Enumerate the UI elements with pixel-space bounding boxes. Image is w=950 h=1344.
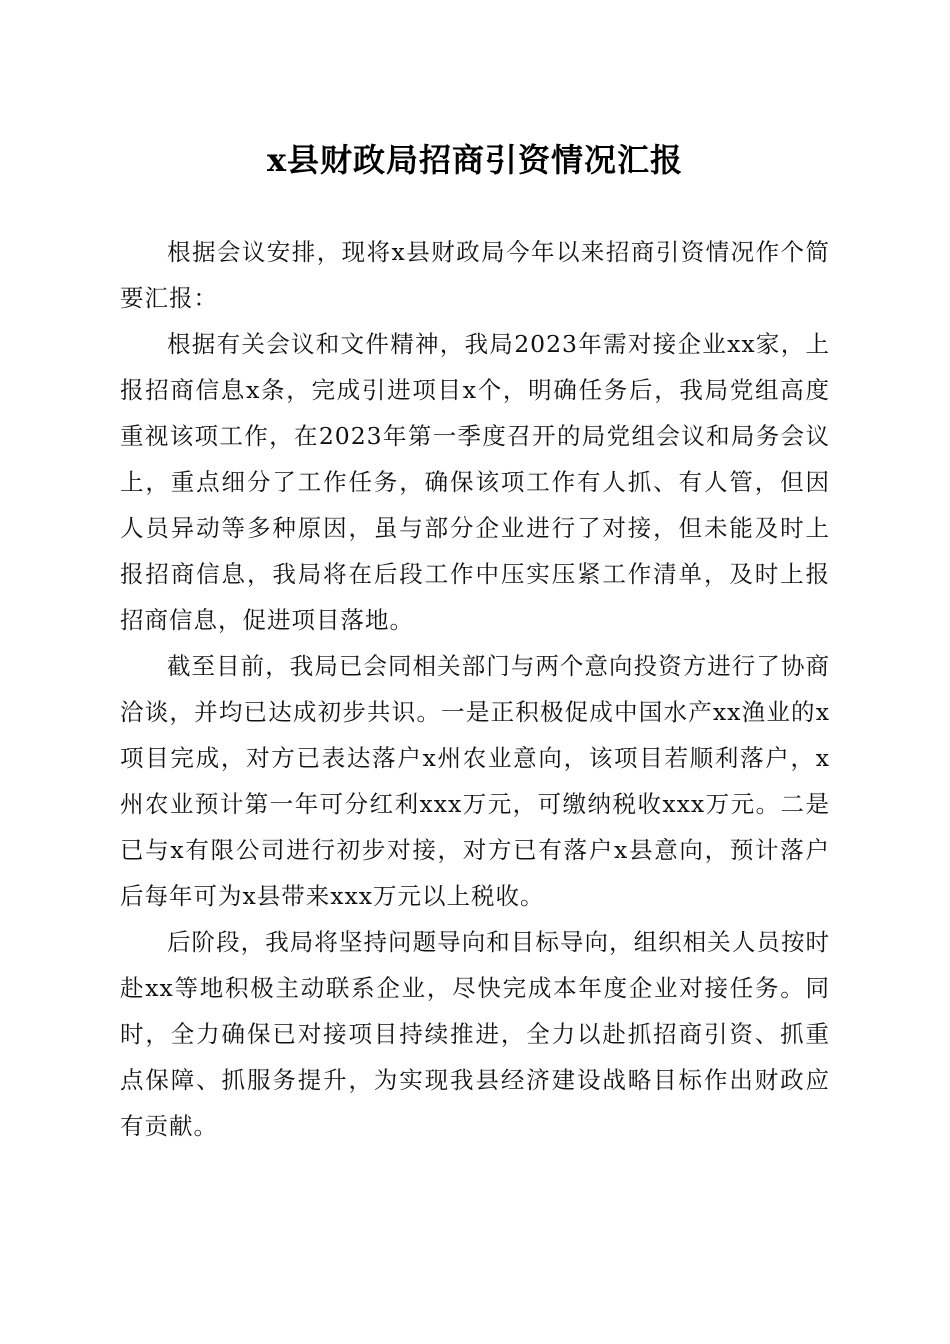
paragraph-next-steps: 后阶段，我局将坚持问题导向和目标导向，组织相关人员按时赴xx等地积极主动联系企业，尽快完成本年度企业对接任务。同时，全力确保已对接项目持续推进，全力以赴抓招商引资、抓重点保障、抓服务提升，为实现我县经济建设战略目标作出财政应有贡献。 <box>120 928 830 1140</box>
document-body <box>120 229 830 1149</box>
document-title: x县财政局招商引资情况汇报 <box>266 141 684 179</box>
paragraph-intro: 根据会议安排，现将x县财政局今年以来招商引资情况作个简要汇报： <box>120 238 830 312</box>
paragraph-tasks: 根据有关会议和文件精神，我局2023年需对接企业xx家，上报招商信息x条，完成引进项目x个，明确任务后，我局党组高度重视该项工作，在2023年第一季度召开的局党组会议和局务会议上，重点细分了工作任务，确保该项工作有人抓、有人管，但因人员异动等多种原因，虽与部分企业进行了对接，但未能及时上报招商信息，我局将在后段工作中压实压紧工作清单，及时上报招商信息，促进项目落地。 <box>120 330 830 634</box>
paragraph-progress: 截至目前，我局已会同相关部门与两个意向投资方进行了协商洽谈，并均已达成初步共识。一是正积极促成中国水产xx渔业的x项目完成，对方已表达落户x州农业意向，该项目若顺利落户，x州农业预计第一年可分红利xxx万元，可缴纳税收xxx万元。二是已与x有限公司进行初步对接，对方已有落户x县意向，预计落户后每年可为x县带来xxx万元以上税收。 <box>120 652 830 910</box>
